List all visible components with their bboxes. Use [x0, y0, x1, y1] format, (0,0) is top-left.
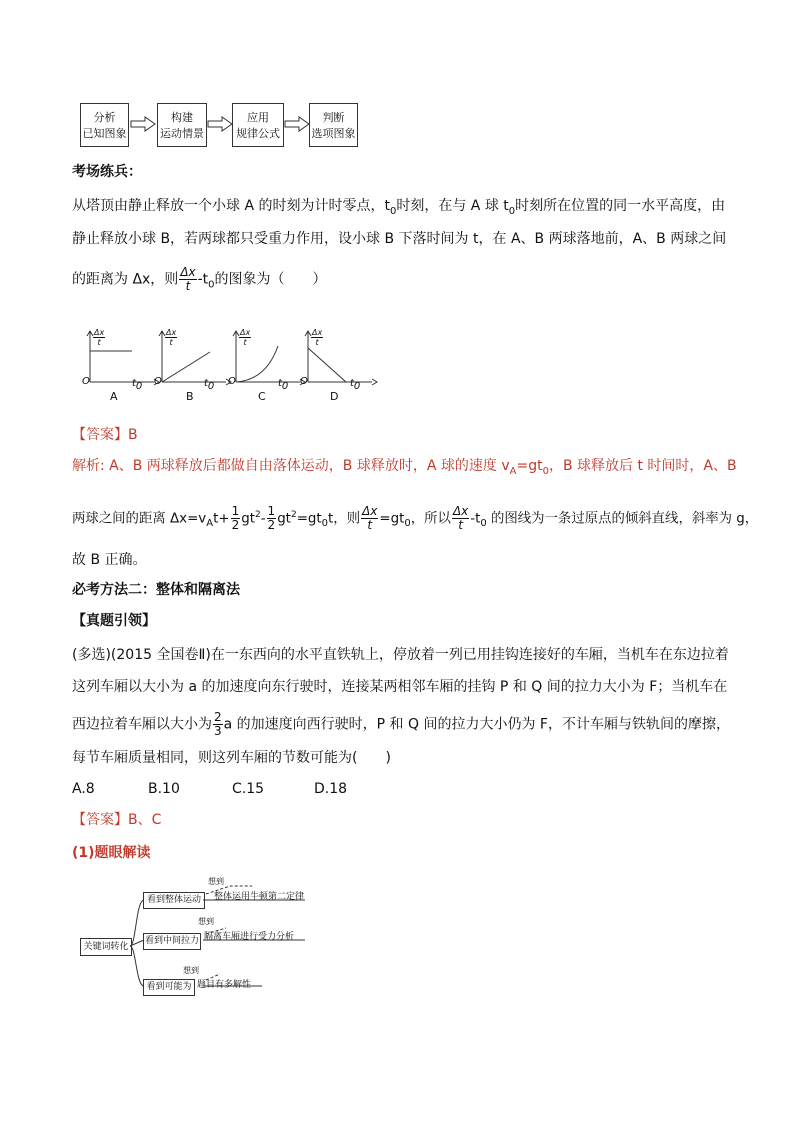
flow-arrow-1-icon: [130, 116, 156, 132]
mind-map-thought-2: 想到: [198, 917, 214, 926]
mind-map-node-3: 看到可能为: [143, 979, 195, 996]
mind-map-root: 关键词转化: [80, 938, 132, 956]
graph-b-axes: [152, 328, 232, 388]
mind-map-result-1: 整体运用牛顿第二定律: [214, 892, 305, 902]
answer-1-explanation-line3: 故 B 正确。: [72, 552, 147, 568]
option-a: A.8: [72, 781, 95, 797]
answer-1-label: 【答案】B: [72, 427, 138, 443]
mind-map-node-2: 看到中间拉力: [143, 933, 201, 950]
graph-d-curve: [308, 348, 346, 382]
graph-b-label: B: [186, 390, 194, 403]
flow-box-2: 构建 运动情景: [157, 103, 207, 147]
graph-a-axes: [80, 328, 160, 388]
flow-box-3: 应用 规律公式: [232, 103, 284, 147]
mind-map-node-1: 看到整体运动: [143, 892, 205, 909]
method-2-subheading: 【真题引领】: [72, 613, 156, 629]
flow-box-4: 判断 选项图象: [309, 103, 358, 147]
flow-arrow-3-icon: [284, 116, 310, 132]
graph-c-axes: [226, 328, 306, 388]
mind-map-thought-3: 想到: [183, 966, 199, 975]
practice-question-line1: 从塔顶由静止释放一个小球 A 的时刻为计时零点，$t_0$时刻，在与 A 球 $t_0$时刻所在位置的同一水平高度，由: [72, 198, 726, 217]
practice-question-line3: 的距离为 Δx，则 $\frac{\Delta x}{t}$ $-t_0$的图象为（ ）: [72, 265, 327, 293]
graph-d-label: D: [330, 390, 339, 403]
option-b: B.10: [148, 781, 180, 797]
method-2-question-line2: 这列车厢以大小为 a 的加速度向东行驶时，连接某两相邻车厢的挂钩 P 和 Q 间的拉力大小为 F；当机车在: [72, 679, 728, 695]
practice-question-line2: 静止释放小球 B，若两球都只受重力作用，设小球 B 下落时间为 t，在 A、B 两球落地前，A、B 两球之间: [72, 231, 727, 247]
graph-a-label: A: [110, 390, 118, 403]
answer-1-explanation-line1: 解析: A、B 两球释放后都做自由落体运动，B 球释放时，A 球的速度 $v_A=gt_0$，B 球释放后 t 时间时，A、B: [72, 458, 737, 477]
graph-b-curve: [162, 352, 210, 382]
method-2-question-line3: 西边拉着车厢以大小为 $\frac{2}{3}$ a 的加速度向西行驶时，P 和 Q 间的拉力大小仍为 F，不计车厢与铁轨间的摩擦，: [72, 710, 730, 738]
mind-map-thought-1: 想到: [208, 877, 224, 886]
practice-heading: 考场练兵：: [72, 164, 142, 180]
method-2-read-heading: (1)题眼解读: [72, 845, 151, 861]
graph-b: $\frac{\Delta x}{t}$ O $t_0$ B: [152, 328, 232, 402]
mind-map-result-2: 隔离车厢进行受力分析: [204, 932, 295, 942]
graph-d: $\frac{\Delta x}{t}$ O $t_0$ D: [298, 328, 378, 402]
graph-c-label: C: [258, 390, 266, 403]
option-c: C.15: [232, 781, 265, 797]
method-2-question-line1: (多选)(2015 全国卷Ⅱ)在一东西向的水平直铁轨上，停放着一列已用挂钩连接好的车厢，当机车在东边拉着: [72, 647, 729, 663]
flow-arrow-2-icon: [207, 116, 233, 132]
answer-1-explanation-line2: 两球之间的距离 $\Delta x=v_At+$ $\frac{1}{2}$ $gt^2-$ $\frac{1}{2}$ $gt^2=gt_0t$，则 $\frac{\Delta x}{t}$ $=gt_0$，所以 $\frac{\Delta x}{t}$ $-t_0$ 的图线为一条过原点的倾斜直线，斜率为 g，: [72, 504, 759, 532]
graph-c: $\frac{\Delta x}{t}$ O $t_0$ C: [226, 328, 306, 402]
graph-c-curve: [236, 346, 278, 382]
graph-a: $\frac{\Delta x}{t}$ O $t_0$ A: [80, 328, 160, 402]
flow-box-1: 分析 已知图象: [80, 103, 129, 147]
mind-map-result-3: 题目有多解性: [197, 980, 252, 990]
method-2-question-line4: 每节车厢质量相同，则这列车厢的节数可能为( ): [72, 750, 391, 766]
method-2-heading: 必考方法二：整体和隔离法: [72, 582, 240, 598]
graph-d-axes: [298, 328, 378, 388]
method-2-answer: 【答案】B、C: [72, 812, 162, 828]
option-d: D.18: [314, 781, 348, 797]
